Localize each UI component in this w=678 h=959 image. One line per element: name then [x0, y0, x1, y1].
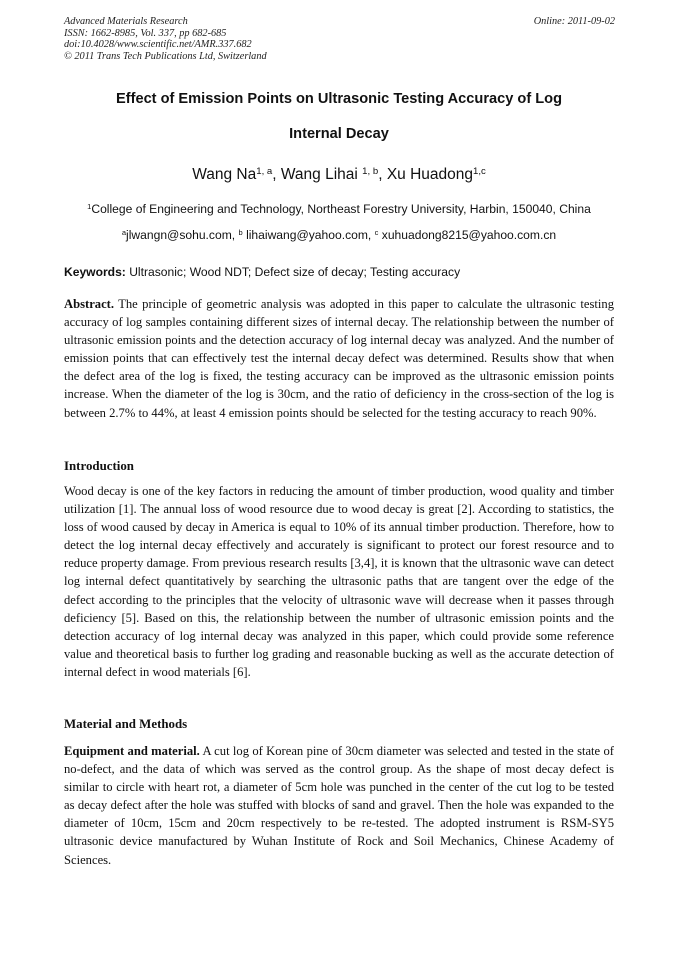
- paper-title-line-2: Internal Decay: [289, 126, 389, 142]
- author-affiliation-mark: 1, a: [256, 165, 273, 177]
- issn-line: ISSN: 1662-8985, Vol. 337, pp 682-685: [64, 27, 227, 39]
- author-list: Wang Na$^{1, a}$, Wang Lihai $^{1, b}$, Xu Huadong$^{1,c}$: [192, 165, 486, 183]
- keywords: [64, 265, 460, 279]
- introduction-heading: Introduction: [64, 459, 134, 473]
- equipment-paragraph: [64, 742, 614, 869]
- email-address[interactable]: lihaiwang@yahoo.com: [246, 228, 368, 242]
- equipment-text: A cut log of Korean pine of 30cm diameter was selected and tested in the state of no-defect, and the data of which was served as the control group. As the shape of most decay defect is similar to circle with heart rot, a diameter of 5cm hole was punched in the center of the cut log to be tested as decay defect after the hole was stuffed with blocks of sand and gravel. Then the hole was expanded to the diameter of 10cm, 15cm and 20cm respectively to be re-tested. The adopted instrument is RSM-SY5 ultrasonic device manufactured by Wuhan Institute of Rock and Soil Mechanics, Chinese Academy of Sciences.: [64, 744, 614, 867]
- online-date: Online: 2011-09-02: [533, 16, 615, 27]
- abstract-label: Abstract.: [64, 297, 115, 311]
- journal-header: [64, 16, 267, 62]
- journal-name: Advanced Materials Research: [64, 16, 188, 27]
- equipment-label: Equipment and material.: [64, 744, 200, 758]
- doi-line: doi:10.4028/www.scientific.net/AMR.337.682: [64, 39, 252, 50]
- affiliation-mark: 1: [87, 201, 92, 211]
- paper-title-line-1: Effect of Emission Points on Ultrasonic Testing Accuracy of Log: [116, 91, 562, 107]
- email-address[interactable]: jlwangn@sohu.com: [126, 228, 232, 242]
- email-mark: b: [238, 227, 243, 237]
- author-name: Wang Na: [192, 166, 257, 183]
- introduction-text: Wood decay is one of the key factors in reducing the amount of timber production, wood quality and timber utilization [1]. The annual loss of wood resource due to wood decay is great [2]. According to statistics, the loss of wood caused by decay in America is equal to 10% of its annual timber production. Therefore, how to detect the log internal decay effectively and accurately is significant to protect our forest resource and to reduce property damage. From previous research results [3,4], it is known that the ultrasonic wave can detect log internal defect quantitatively by searching the ultrasonic paths that are tangent over the edge of the defect according to the principles that the velocity of ultrasonic wave will decrease when it passes through deficiency [5]. Based on this, the relationship between the number of ultrasonic emission points and the detection accuracy of log internal decay was analyzed in this paper, which could provide some reference value and theoretical basis to further log grading and reasonable bucking as well as the accurate detection of internal defect in wood materials [6].: [64, 484, 614, 679]
- author-affiliation-mark: 1,c: [473, 165, 486, 177]
- author-emails: $^a$jlwangn@sohu.com, $^b$ lihaiwang@yahoo.com, $^c$ xuhuadong8215@yahoo.com.cn: [121, 227, 557, 242]
- author-affiliation-mark: 1, b: [362, 165, 379, 177]
- affiliation-text: College of Engineering and Technology, Northeast Forestry University, Harbin, 150040, China: [91, 202, 591, 216]
- abstract: [64, 295, 614, 422]
- keywords-text: Ultrasonic; Wood NDT; Defect size of decay; Testing accuracy: [129, 265, 461, 279]
- email-address[interactable]: xuhuadong8215@yahoo.com.cn: [381, 228, 557, 242]
- methods-heading: Material and Methods: [64, 717, 188, 731]
- copyright-line: © 2011 Trans Tech Publications Ltd, Switzerland: [64, 50, 267, 62]
- author-name: Xu Huadong: [386, 166, 473, 183]
- author-name: Wang Lihai: [280, 166, 358, 183]
- affiliation: [64, 202, 614, 216]
- abstract-text: The principle of geometric analysis was adopted in this paper to calculate the ultrasonic testing accuracy of log samples containing different sizes of internal decay. The relationship between the number of ultrasonic emission points and the detection accuracy of log internal decay was analyzed. And the number of emission points that can effectively test the internal decay defect was determined. Results show that when the defect area of the log is fixed, the testing accuracy can be improved as the ultrasonic emission points increase. When the diameter of the log is 30cm, and the ratio of deficiency in the cross-section of the log is between 2.7% to 44%, at least 4 emission points should be selected for the testing accuracy to reach 90%.: [64, 297, 614, 420]
- keywords-label: Keywords:: [64, 265, 126, 279]
- email-mark: a: [121, 227, 127, 237]
- email-mark: c: [374, 227, 379, 237]
